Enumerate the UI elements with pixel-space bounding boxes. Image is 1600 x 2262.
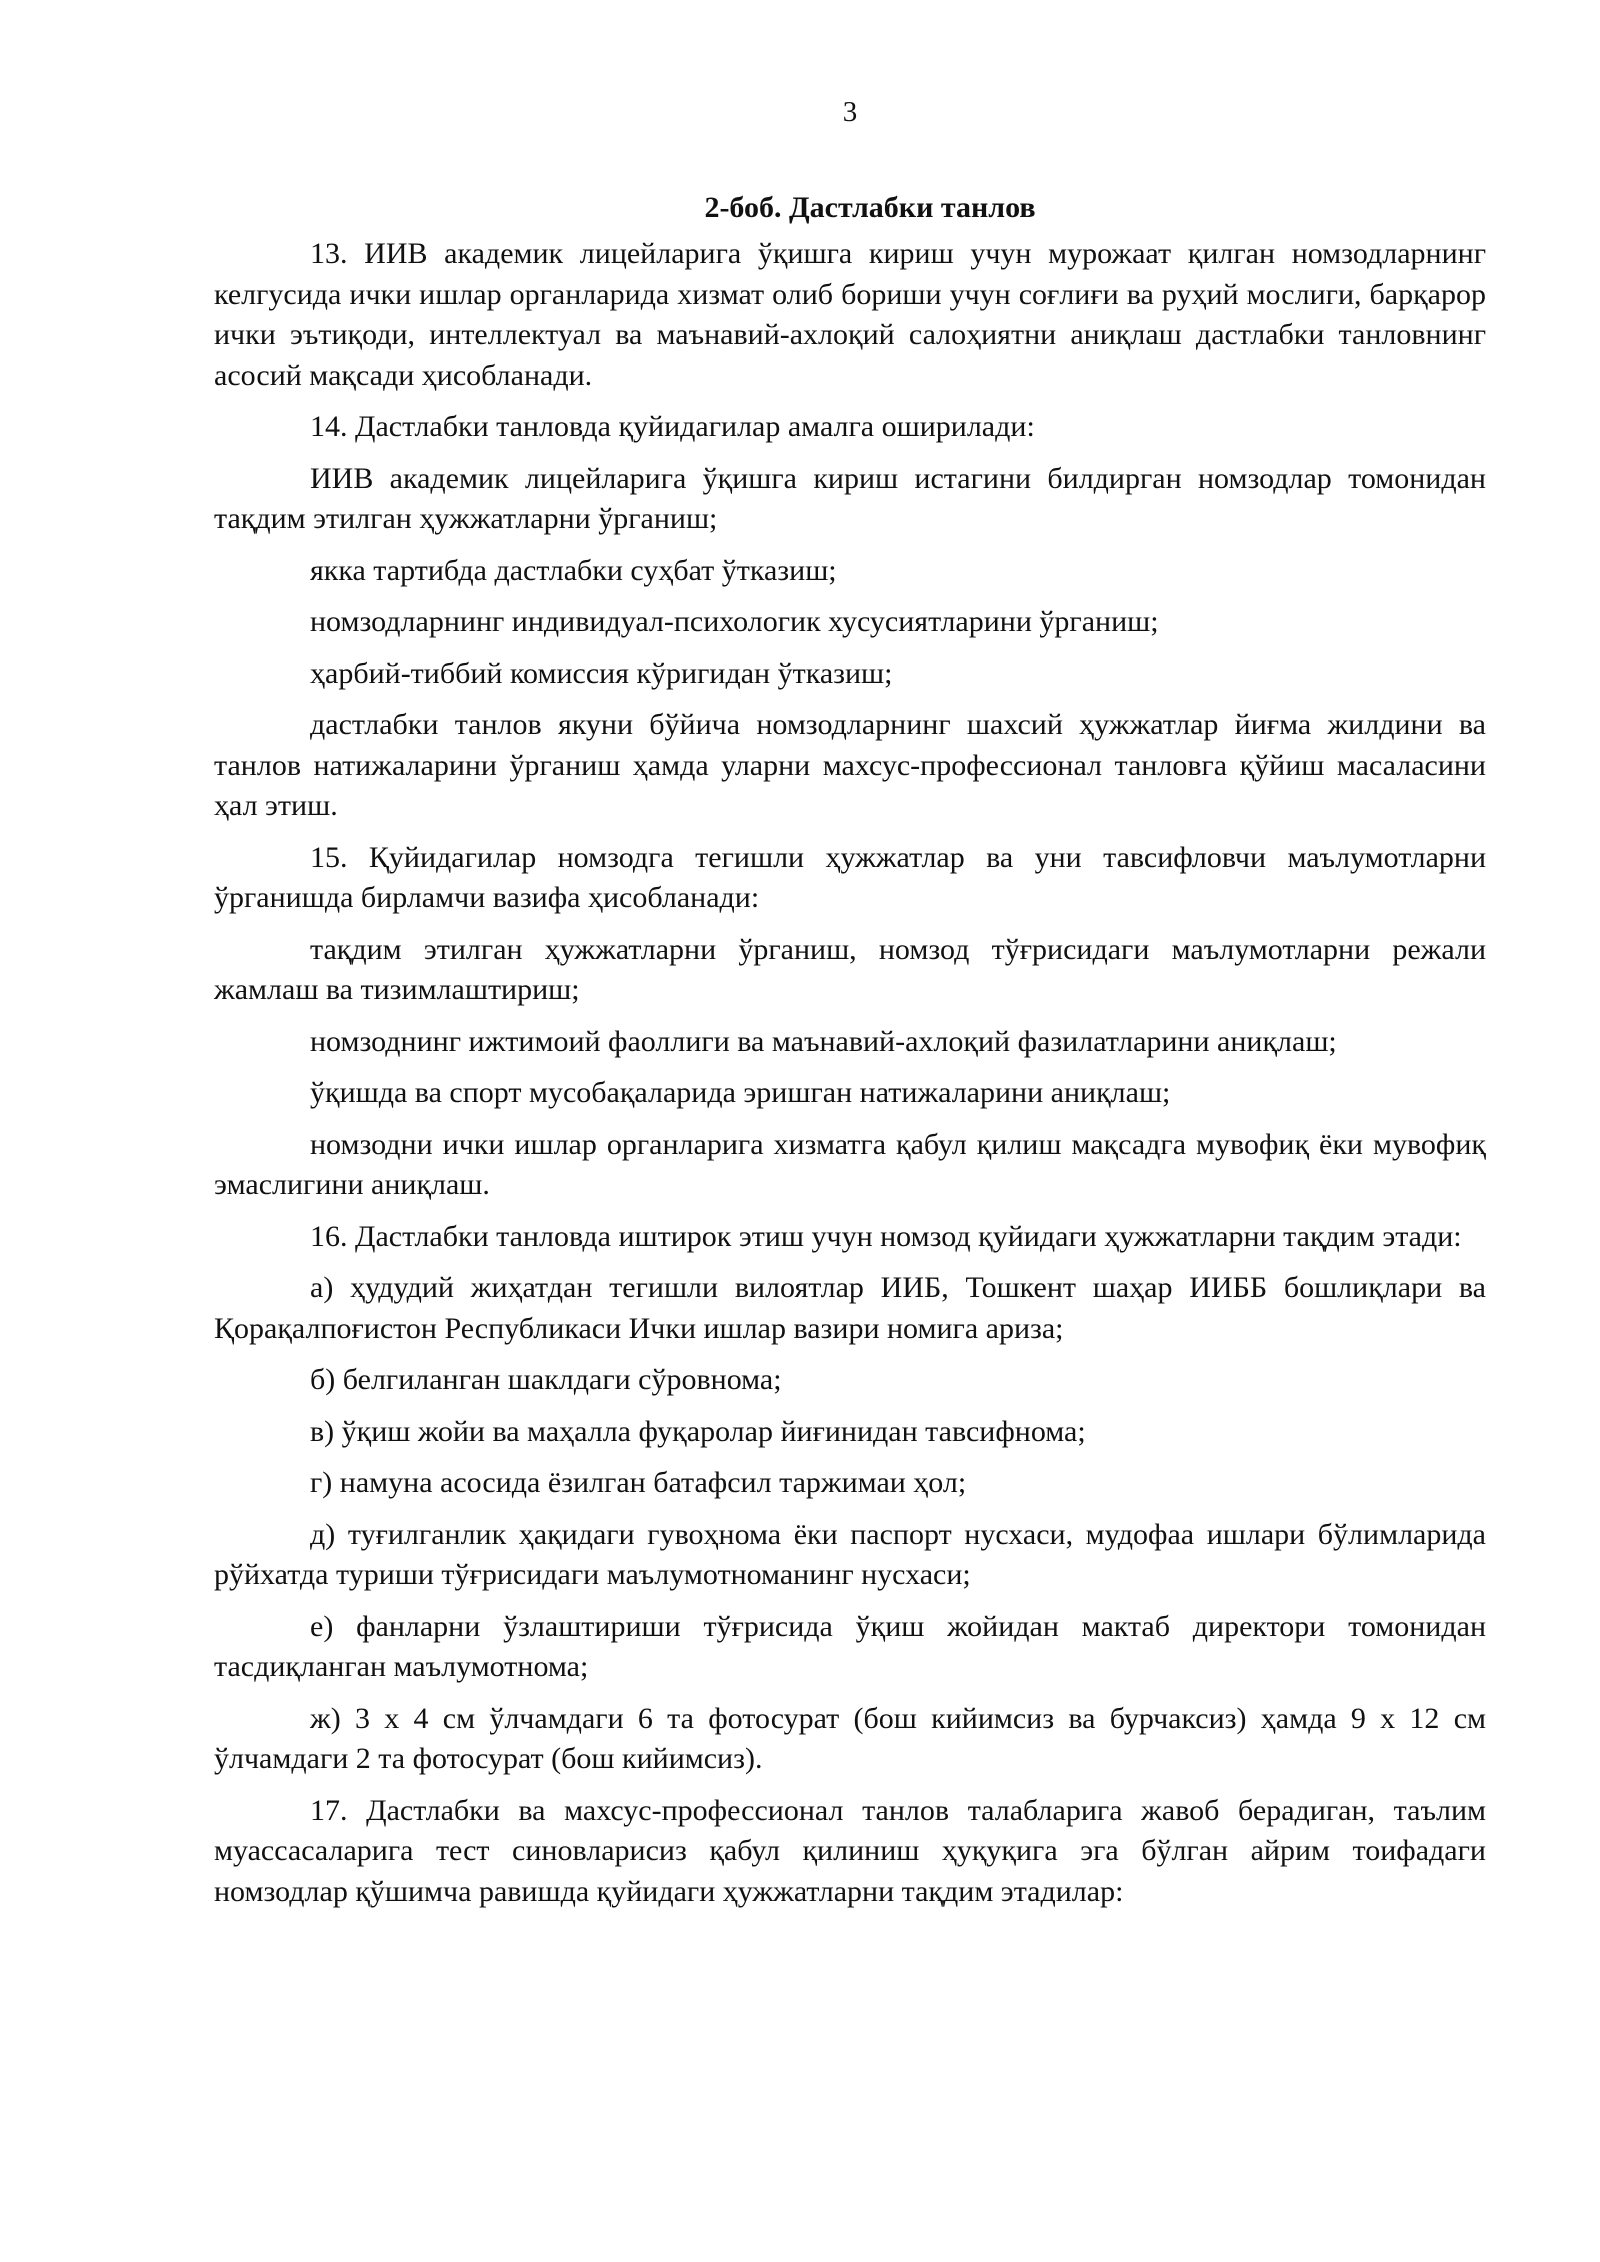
document-page (214, 92, 1486, 1923)
paragraph-16: 16. Дастлабки танловда иштирок этиш учун номзод қуйидаги ҳужжатларни тақдим этади: (310, 1219, 1462, 1253)
paragraph-13: 13. ИИВ академик лицейларига ўқишга кириш учун мурожаат қилган номзодларнинг келгусида ички ишлар органларида хизмат олиб бориши учун соғлиғи ва руҳий мослиги, барқарор ички эътиқоди, интеллектуал ва маънавий-ахлоқий салоҳиятни аниқлаш дастлабки танловнинг асосий мақсади ҳисобланади. (214, 237, 1486, 392)
paragraph-16-item-b: б) белгиланган шаклдаги сўровнома; (310, 1363, 782, 1396)
paragraph-15-item-study: тақдим этилган ҳужжатларни ўрганиш, номзод тўғрисидаги маълумотларни режали жамлаш ва тизимлаштириш; (214, 932, 1486, 1006)
paragraph-16-item-d: д) туғилганлик ҳақидаги гувоҳнома ёки паспорт нусхаси, мудофаа ишлари бўлимларида рўйхатда туриши тўғрисидаги маълумотноманинг нусхаси; (214, 1517, 1486, 1591)
paragraph-16-item-v: в) ўқиш жойи ва маҳалла фуқаролар йиғинидан тавсифнома; (310, 1414, 1086, 1448)
paragraph-16-item-g: г) намуна асосида ёзилган батафсил таржимаи ҳол; (310, 1466, 967, 1499)
paragraph-14-item-psychology: номзодларнинг индивидуал-психологик хусусиятларини ўрганиш; (310, 605, 1159, 638)
paragraph-15-item-activity: номзоднинг ижтимоий фаоллиги ва маънавий-ахлоқий фазилатларини аниқлаш; (310, 1024, 1337, 1058)
paragraph-15-item-achievements: ўқишда ва спорт мусобақаларида эришган натижаларини аниқлаш; (310, 1076, 1171, 1109)
paragraph-15-item-suitability: номзодни ички ишлар органларига хизматга қабул қилиш мақсадга мувофиқ ёки мувофиқ эмаслигини аниқлаш. (214, 1127, 1486, 1201)
paragraph-14-item-documents: ИИВ академик лицейларига ўқишга кириш истагини билдирган номзодлар томонидан тақдим этилган ҳужжатларни ўрганиш; (214, 461, 1486, 535)
paragraph-14: 14. Дастлабки танловда қуйидагилар амалга оширилади: (310, 410, 1035, 443)
paragraph-16-item-zh: ж) 3 х 4 см ўлчамдаги 6 та фотосурат (бош кийимсиз ва бурчаксиз) ҳамда 9 х 12 см ўлчамдаги 2 та фотосурат (бош кийимсиз). (214, 1701, 1486, 1775)
paragraph-16-item-e: е) фанларни ўзлаштириши тўғрисида ўқиш жойидан мактаб директори томонидан тасдиқланган маълумотнома; (214, 1609, 1486, 1683)
paragraph-14-item-medical: ҳарбий-тиббий комиссия кўригидан ўтказиш; (310, 656, 893, 690)
paragraph-14-item-results: дастлабки танлов якуни бўйича номзодларнинг шахсий ҳужжатлар йиғма жилдини ва танлов натижаларини ўрганиш ҳамда уларни махсус-профессионал танловга қўйиш масаласини ҳал этиш. (214, 708, 1486, 822)
paragraph-17: 17. Дастлабки ва махсус-профессионал танлов талабларига жавоб берадиган, таълим муассасаларига тест синовларисиз қабул қилиниш ҳуқуқига эга бўлган айрим тоифадаги номзодлар қўшимча равишда қуйидаги ҳужжатларни тақдим этадилар: (214, 1793, 1486, 1908)
paragraph-14-item-interview: якка тартибда дастлабки суҳбат ўтказиш; (310, 553, 837, 587)
chapter-title: 2-боб. Дастлабки танлов (704, 191, 1036, 224)
page-number: 3 (842, 96, 858, 128)
paragraph-15: 15. Қуйидагилар номзодга тегишли ҳужжатлар ва уни тавсифловчи маълумотларни ўрганишда бирламчи вазифа ҳисобланади: (214, 840, 1486, 914)
paragraph-16-item-a: а) ҳудудий жиҳатдан тегишли вилоятлар ИИБ, Тошкент шаҳар ИИББ бошлиқлари ва Қорақалпоғистон Республикаси Ички ишлар вазири номига ариза; (214, 1271, 1486, 1345)
